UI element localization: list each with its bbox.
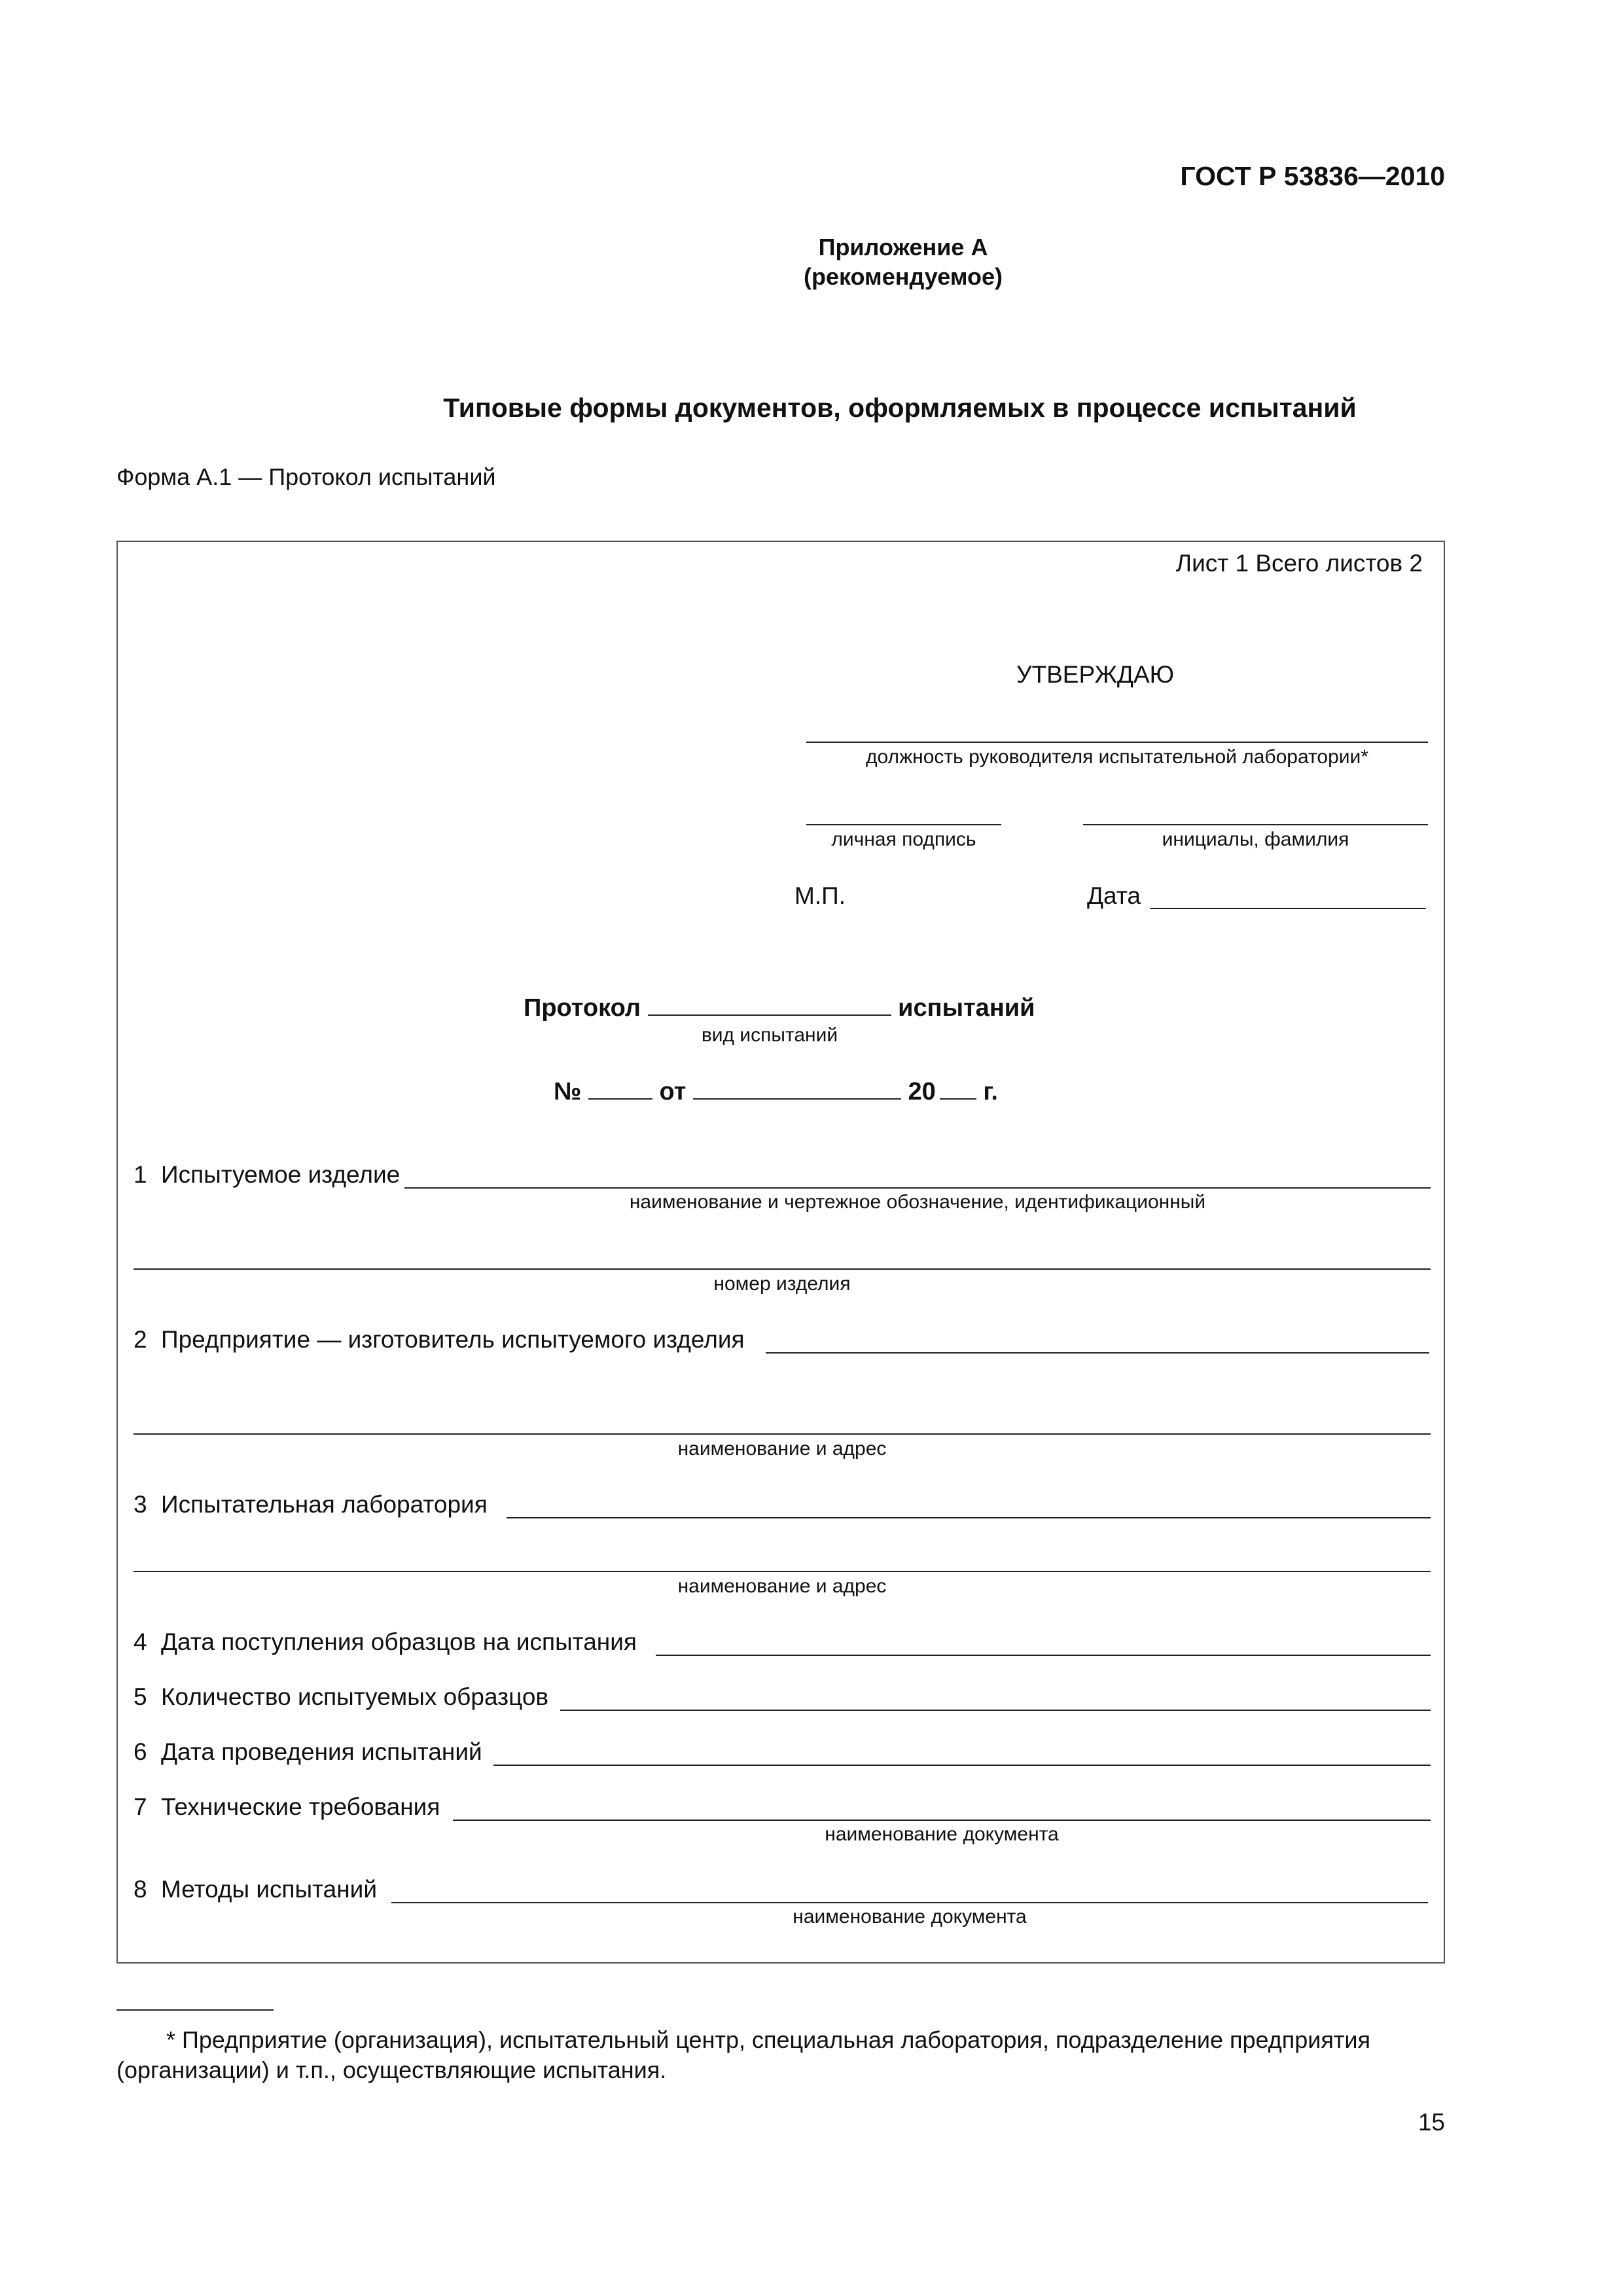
item-5	[134, 1683, 548, 1711]
item-number: 2	[134, 1326, 147, 1353]
signature-line	[806, 824, 1001, 825]
footnote-line-2: (организации) и т.п., осуществляющие испытания.	[116, 2056, 667, 2083]
item-label: Испытуемое изделие	[161, 1161, 401, 1188]
item-number: 5	[134, 1683, 147, 1710]
item-1-line-2	[134, 1268, 1431, 1270]
item-label: Предприятие — изготовитель испытуемого изделия	[161, 1326, 745, 1353]
year-prefix: 20	[908, 1078, 936, 1105]
item-8-line	[391, 1902, 1428, 1903]
item-3-caption: наименование и адрес	[677, 1575, 887, 1597]
position-line	[806, 742, 1428, 743]
item-label: Дата поступления образцов на испытания	[161, 1628, 637, 1655]
item-3	[134, 1491, 488, 1518]
position-caption: должность руководителя испытательной лаборатории*	[866, 746, 1368, 768]
sheet-count: Лист 1 Всего листов 2	[1175, 550, 1423, 577]
date-line	[1150, 908, 1426, 909]
item-4-line	[656, 1655, 1431, 1656]
item-3-line	[507, 1517, 1431, 1518]
protocol-number-line	[554, 1076, 998, 1106]
item-8	[134, 1876, 377, 1903]
item-7-line	[453, 1820, 1431, 1821]
from-word: от	[659, 1078, 687, 1105]
item-2-line	[766, 1352, 1429, 1354]
protocol-word: Протокол	[524, 994, 641, 1022]
approve-heading: УТВЕРЖДАЮ	[1016, 661, 1175, 688]
item-2-line-2	[134, 1433, 1431, 1435]
footnote-line-1: * Предприятие (организация), испытательный центр, специальная лаборатория, подразделение предприятия	[166, 2026, 1370, 2053]
item-5-line	[560, 1710, 1431, 1711]
name-line	[1083, 824, 1428, 825]
item-label: Испытательная лаборатория	[161, 1491, 488, 1518]
item-label: Технические требования	[161, 1793, 440, 1820]
item-2-caption: наименование и адрес	[677, 1438, 887, 1460]
item-7-caption: наименование документа	[825, 1823, 1059, 1845]
item-6	[134, 1738, 482, 1766]
item-number: 1	[134, 1161, 147, 1188]
appendix-title: Приложение А	[818, 234, 988, 260]
item-1-caption-2: номер изделия	[713, 1273, 851, 1295]
item-4	[134, 1628, 637, 1656]
item-1-line	[404, 1187, 1431, 1189]
page-number: 15	[1418, 2109, 1445, 2136]
standard-number: ГОСТ Р 53836—2010	[1180, 161, 1445, 191]
stamp-label: М.П.	[794, 882, 846, 909]
test-type-blank	[648, 992, 891, 1016]
item-8-caption: наименование документа	[793, 1906, 1027, 1928]
date-blank	[693, 1076, 901, 1100]
item-1-caption: наименование и чертежное обозначение, идентификационный	[629, 1191, 1206, 1213]
year-blank	[940, 1076, 976, 1100]
item-3-line-2	[134, 1571, 1431, 1572]
protocol-heading	[524, 992, 1035, 1022]
item-number: 7	[134, 1793, 147, 1820]
appendix-status: (рекомендуемое)	[804, 263, 1003, 290]
item-2	[134, 1326, 745, 1354]
year-suffix: г.	[983, 1078, 998, 1105]
item-1	[134, 1161, 400, 1189]
number-sign: №	[554, 1078, 582, 1105]
item-label: Методы испытаний	[161, 1876, 378, 1903]
item-label: Дата проведения испытаний	[161, 1738, 482, 1765]
item-number: 6	[134, 1738, 147, 1765]
date-label: Дата	[1087, 882, 1141, 909]
footnote-separator	[116, 2009, 274, 2011]
number-blank	[588, 1076, 652, 1100]
signature-caption: личная подпись	[831, 829, 976, 850]
item-7	[134, 1793, 440, 1821]
item-number: 4	[134, 1628, 147, 1655]
test-type-caption: вид испытаний	[701, 1024, 838, 1046]
item-6-line	[493, 1765, 1431, 1766]
item-number: 8	[134, 1876, 147, 1903]
name-caption: инициалы, фамилия	[1162, 829, 1349, 850]
tests-word: испытаний	[898, 994, 1035, 1022]
item-label: Количество испытуемых образцов	[161, 1683, 549, 1710]
section-title: Типовые формы документов, оформляемых в процессе испытаний	[443, 393, 1357, 423]
item-number: 3	[134, 1491, 147, 1518]
form-caption: Форма А.1 — Протокол испытаний	[116, 463, 496, 490]
